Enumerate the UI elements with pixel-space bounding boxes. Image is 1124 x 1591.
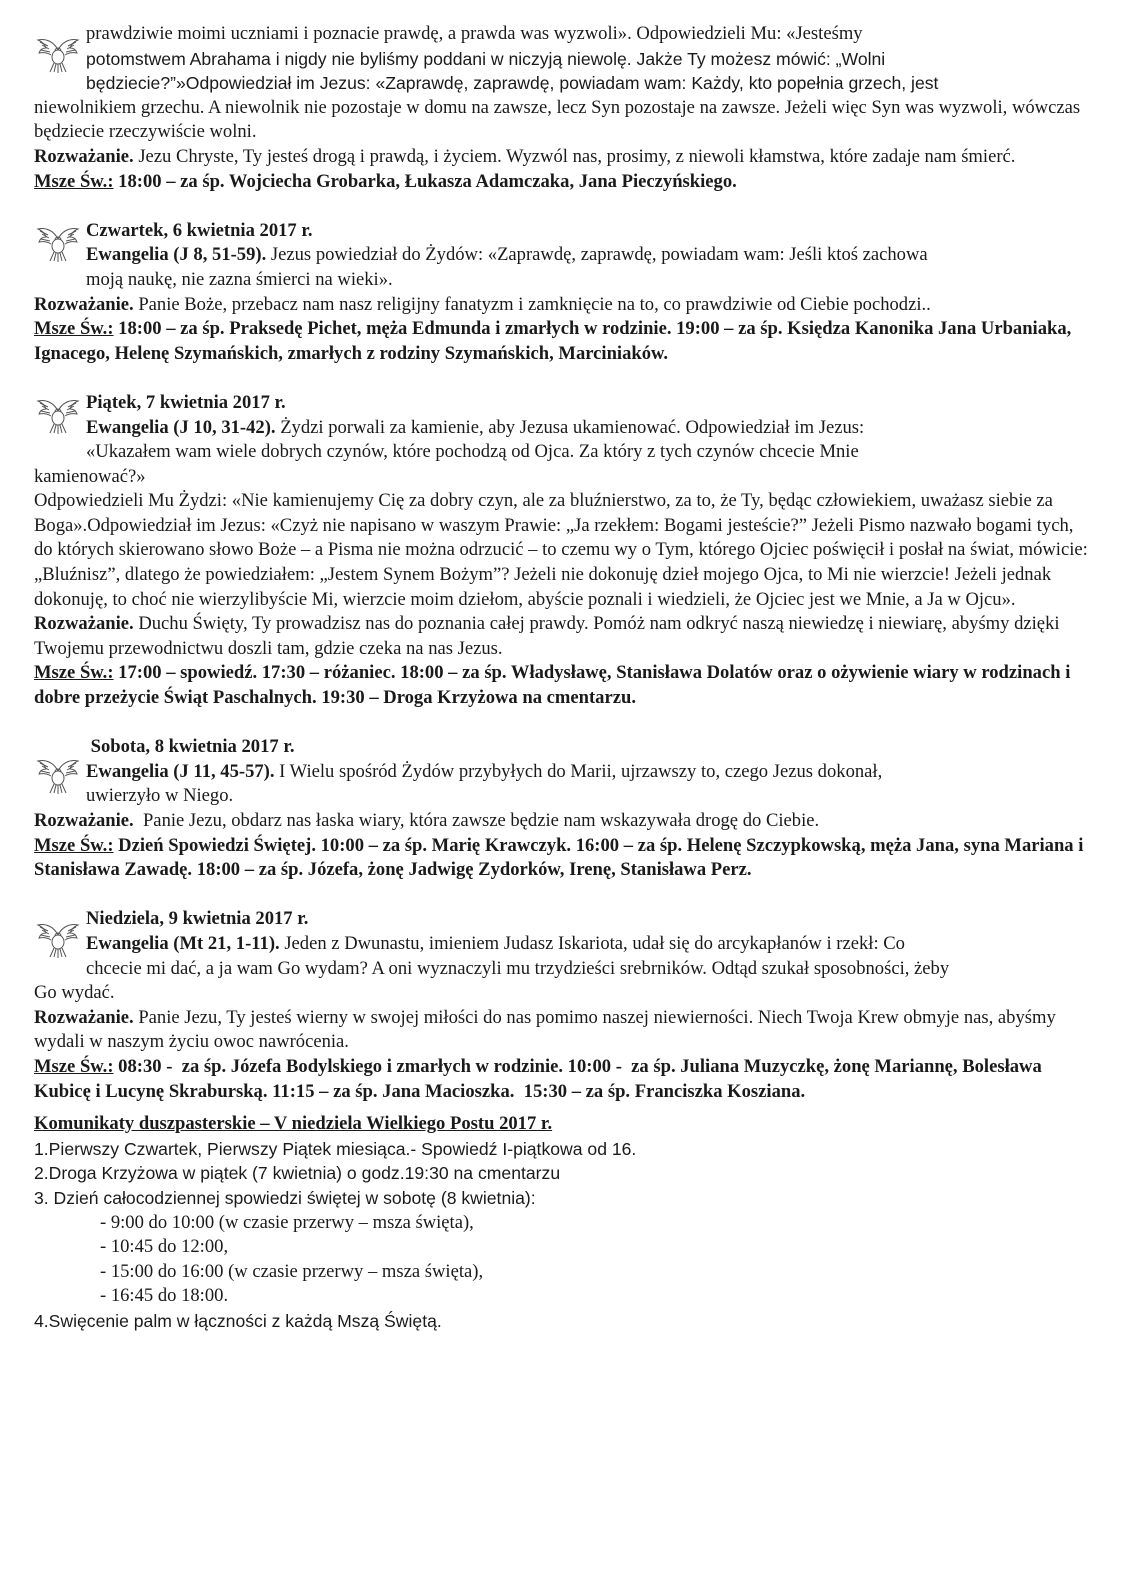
- reflection: [34, 145, 1090, 170]
- day-date: Czwartek, 6 kwietnia 2017 r.: [86, 219, 313, 241]
- masses: [34, 834, 1090, 883]
- reflection-text: Duchu Święty, Ty prowadzisz nas do poznania całej prawdy. Pomóż nam odkryć naszą niewiedzę i niewiarę, abyśmy dzięki Twojemu przewodnictwu doszli tam, gdzie czeka na nas Jezus.: [34, 613, 1060, 659]
- announcement-item: 3. Dzień całocodziennej spowiedzi świętej w sobotę (8 kwietnia):: [34, 1187, 536, 1208]
- masses: [34, 317, 1090, 366]
- gospel-ref: Ewangelia (J 8, 51-59).: [86, 244, 267, 266]
- masses-text: 18:00 – za śp. Praksedę Pichet, męża Edmunda i zmarłych w rodzinie. 19:00 – za śp. Księdza Kanonika Jana Urbaniaka, Ignacego, Helenę Szymańskich, zmarłych z rodziny Szymańskich, Marciniaków.: [34, 318, 1072, 364]
- entry-friday: [34, 391, 1090, 711]
- masses-label: Msze Św.:: [34, 662, 114, 684]
- confession-hour: - 10:45 do 12:00,: [100, 1236, 229, 1258]
- reflection-text: Panie Boże, przebacz nam nasz religijny fanatyzm i zamknięcie na to, co prawdziwie od Ciebie pochodzi..: [133, 293, 931, 315]
- gospel-ref: Ewangelia (Mt 21, 1-11).: [86, 932, 280, 954]
- dove-icon: [36, 36, 80, 74]
- confession-hour: - 15:00 do 16:00 (w czasie przerwy – msza święta),: [100, 1260, 484, 1282]
- reflection: [34, 612, 1090, 661]
- bulletin-page: [34, 22, 1090, 1333]
- dove-icon: [36, 757, 80, 795]
- entry-sunday: [34, 907, 1090, 1104]
- gospel-text: I Wielu spośród Żydów przybyłych do Marii, ujrzawszy to, czego Jezus dokonał,: [274, 760, 883, 782]
- gospel-first: [34, 932, 1090, 957]
- masses-text: 18:00 – za śp. Wojciecha Grobarka, Łukasza Adamczaka, Jana Pieczyńskiego.: [113, 170, 737, 192]
- reflection-label: Rozważanie.: [34, 613, 134, 635]
- reflection-label: Rozważanie.: [34, 810, 134, 831]
- reflection-text: Panie Jezu, obdarz nas łaska wiary, która zawsze będzie nam wskazywała drogę do Ciebie.: [133, 810, 820, 831]
- announcements: [34, 1112, 1090, 1333]
- masses-label: Msze Św.:: [34, 318, 114, 340]
- dove-icon: [36, 225, 80, 263]
- confession-hour: - 9:00 do 10:00 (w czasie przerwy – msza święta),: [100, 1211, 474, 1233]
- masses-text: 17:00 – spowiedź. 17:30 – różaniec. 18:00 – za śp. Władysławę, Stanisława Dolatów oraz o ożywienie wiary w rodzinach i dobre przeżycie Świąt Paschalnych. 19:30 – Droga Krzyżowa na cmentarzu.: [34, 662, 1071, 709]
- day-date: Sobota, 8 kwietnia 2017 r.: [86, 736, 295, 758]
- masses-text: 08:30 - za śp. Józefa Bodylskiego i zmarłych w rodzinie. 10:00 - za śp. Juliana Muzyczkę, żonę Mariannę, Bolesława Kubicę i Lucynę Skraburską. 11:15 – za śp. Jana Macioszka. 15:30 – za śp. Franciszka Kosziana.: [34, 1055, 1047, 1102]
- gospel-first: [34, 243, 1090, 268]
- gospel-line: będziecie?”»Odpowiedział im Jezus: «Zaprawdę, zaprawdę, powiadam wam: Każdy, kto popełnia grzech, jest: [86, 73, 939, 94]
- gospel-text: uwierzyło w Niego.: [86, 785, 234, 807]
- confession-hour: - 16:45 do 18:00.: [100, 1285, 229, 1307]
- reflection: [34, 1006, 1090, 1055]
- gospel-text: Żydzi porwali za kamienie, aby Jezusa ukamienować. Odpowiedział im Jezus:: [275, 416, 865, 438]
- masses: [34, 661, 1090, 710]
- gospel-first: [34, 760, 1090, 785]
- gospel-text: «Ukazałem wam wiele dobrych czynów, które pochodzą od Ojca. Za który z tych czynów chcecie Mnie: [86, 441, 859, 463]
- gospel-first: [34, 416, 1090, 441]
- day-date: Piątek, 7 kwietnia 2017 r.: [86, 391, 286, 413]
- masses-label: Msze Św.:: [34, 834, 114, 856]
- confession-hours: [34, 1211, 1090, 1309]
- reflection-text: Panie Jezu, Ty jesteś wierny w swojej miłości do nas pomimo naszej niewierności. Niech Twoja Krew obmyje nas, abyśmy wydali w naszym życiu owoc nawrócenia.: [34, 1006, 1056, 1053]
- reflection-text: Jezu Chryste, Ty jesteś drogą i prawdą, i życiem. Wyzwól nas, prosimy, z niewoli kłamstwa, które zadaje nam śmierć.: [133, 145, 1016, 167]
- announcement-item: 4.Swięcenie palm w łączności z każdą Mszą Świętą.: [34, 1310, 442, 1331]
- announcements-title: Komunikaty duszpasterskie – V niedziela Wielkiego Postu 2017 r.: [34, 1113, 553, 1135]
- dove-icon: [36, 921, 80, 959]
- reflection-label: Rozważanie.: [34, 293, 134, 315]
- gospel-text: kamienować?»: [34, 465, 146, 487]
- announcement-item: 2.Droga Krzyżowa w piątek (7 kwietnia) o godz.19:30 na cmentarzu: [34, 1163, 561, 1184]
- gospel-line: potomstwem Abrahama i nigdy nie byliśmy poddani w niczyją niewolę. Jakże Ty możesz mówić: „Wolni: [86, 48, 886, 69]
- reflection-label: Rozważanie.: [34, 1006, 134, 1028]
- gospel-text: chcecie mi dać, a ja wam Go wydam? A oni wyznaczyli mu trzydzieści srebrników. Odtąd szukał sposobności, żeby: [86, 957, 950, 979]
- gospel-ref: Ewangelia (J 10, 31-42).: [86, 416, 276, 438]
- reflection: [34, 293, 1090, 318]
- entry-thursday: [34, 219, 1090, 367]
- masses-text: Dzień Spowiedzi Świętej. 10:00 – za śp. Marię Krawczyk. 16:00 – za śp. Helenę Szczypkowską, męża Jana, syna Mariana i Stanisława Zawadę. 18:00 – za śp. Józefa, żonę Jadwigę Zydorków, Irenę, Stanisława Perz.: [34, 834, 1084, 881]
- gospel-paragraph: Odpowiedzieli Mu Żydzi: «Nie kamienujemy Cię za dobry czyn, ale za bluźnierstwo, za to, że Ty, będąc człowiekiem, uważasz siebie za Boga».Odpowiedział im Jezus: «Czyż nie napisano w waszym Prawie: „Ja rzekłem: Bogami jesteście?” Jeżeli Pismo nazwało bogami tych, do których skierowano słowo Boże – a Pisma nie można odrzucić – to czemu wy o Tym, którego Ojciec poświęcił i posłał na świat, mówicie: „Bluźnisz”, dlatego że powiedziałem: „Jestem Synem Bożym”? Jeżeli nie dokonuję dzieł mojego Ojca, to Mi nie wierzcie! Jeżeli jednak dokonuję, to choć nie wierzylibyście Mi, wierzcie moim dziełom, abyście poznali i wiedzieli, że Ojciec jest we Mnie, a Ja w Ojcu».: [34, 490, 1088, 610]
- gospel-text: Jeden z Dwunastu, imieniem Judasz Iskariota, udał się do arcykapłanów i rzekł: Co: [279, 932, 905, 954]
- masses: [34, 170, 1090, 195]
- gospel-text: niewolnikiem grzechu. A niewolnik nie pozostaje w domu na zawsze, lecz Syn pozostaje na zawsze. Jeżeli więc Syn was wyzwoli, wówczas będziecie rzeczywiście wolni.: [34, 96, 1081, 143]
- reflection: [34, 809, 1090, 834]
- announcement-item: 1.Pierwszy Czwartek, Pierwszy Piątek miesiąca.- Spowiedź I-piątkowa od 16.: [34, 1138, 637, 1159]
- gospel-ref: Ewangelia (J 11, 45-57).: [86, 760, 275, 782]
- gospel-text: Jezus powiedział do Żydów: «Zaprawdę, zaprawdę, powiadam wam: Jeśli ktoś zachowa: [266, 244, 928, 266]
- masses: [34, 1055, 1090, 1104]
- day-date: Niedziela, 9 kwietnia 2017 r.: [86, 908, 309, 930]
- reflection-label: Rozważanie.: [34, 145, 134, 167]
- masses-label: Msze Św.:: [34, 170, 114, 192]
- dove-icon: [36, 397, 80, 435]
- entry-wednesday: [34, 22, 1090, 194]
- entry-saturday: [34, 735, 1090, 883]
- masses-label: Msze Św.:: [34, 1055, 114, 1077]
- gospel-text: Go wydać.: [34, 982, 115, 1004]
- gospel-text: moją naukę, nie zazna śmierci na wieki».: [86, 268, 393, 290]
- gospel-line: prawdziwie moimi uczniami i poznacie prawdę, a prawda was wyzwoli». Odpowiedzieli Mu: «Jesteśmy: [86, 23, 863, 44]
